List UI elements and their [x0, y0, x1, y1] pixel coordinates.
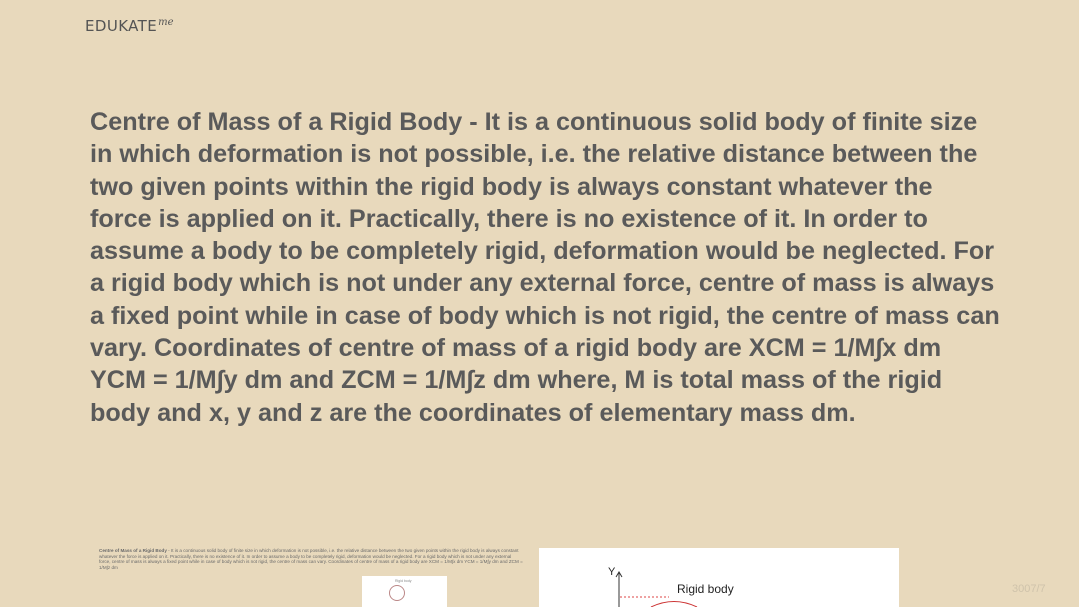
edukate-logo: [85, 17, 174, 35]
rigid-body-label: Rigid body: [677, 582, 734, 596]
thumbnail-title: Centre of Mass of a Rigid Body: [99, 548, 167, 553]
main-paragraph: Centre of Mass of a Rigid Body - It is a continuous solid body of finite size in which deformation is not possible, i.e. the relative distance between the two given points within the rigid body is always constant whatever the force is applied on it. Practically, there is no existence of it. In order to assume a body to be completely rigid, deformation would be neglected. For a rigid body which is not under any external force, centre of mass is always a fixed point while in case of body which is not rigid, the centre of mass can vary. Coordinates of centre of mass of a rigid body are XCM = 1/M∫x dm YCM = 1/M∫y dm and ZCM = 1/M∫z dm where, M is total mass of the rigid body and x, y and z are the coordinates of elementary mass dm.: [90, 108, 1000, 427]
thumbnail-figure-card: [362, 576, 447, 607]
thumbnail-body: - It is a continuous solid body of finite size in which deformation is not possible, i.e. the relative distance between the two given points within the rigid body is always constant whatever the force is applied on it. Practically, there is no existence of it. In order to assume a body to be completely rigid, deformation would be neglected. For a rigid body which is not under any external force, centre of mass is always a fixed point while in case of body which is not rigid, the centre of mass can vary. Coordinates of centre of mass of a rigid body are XCM = 1/M∫x dm YCM = 1/M∫y dm and ZCM = 1/M∫z dm: [99, 548, 523, 570]
rigid-body-figure: [539, 548, 899, 607]
y-axis-label: Y: [608, 566, 616, 578]
logo-superscript: me: [158, 17, 174, 28]
rigid-body-outline: [651, 602, 697, 607]
logo-name: EDUKATE: [85, 17, 158, 35]
thumbnail-rigid-body-shape: [389, 585, 405, 601]
thumbnail-paragraph: [99, 548, 524, 570]
thumbnail-card-caption: Rigid body: [395, 579, 412, 583]
page-number: 3007/7: [1012, 583, 1046, 595]
rigid-body-diagram: [539, 548, 899, 607]
